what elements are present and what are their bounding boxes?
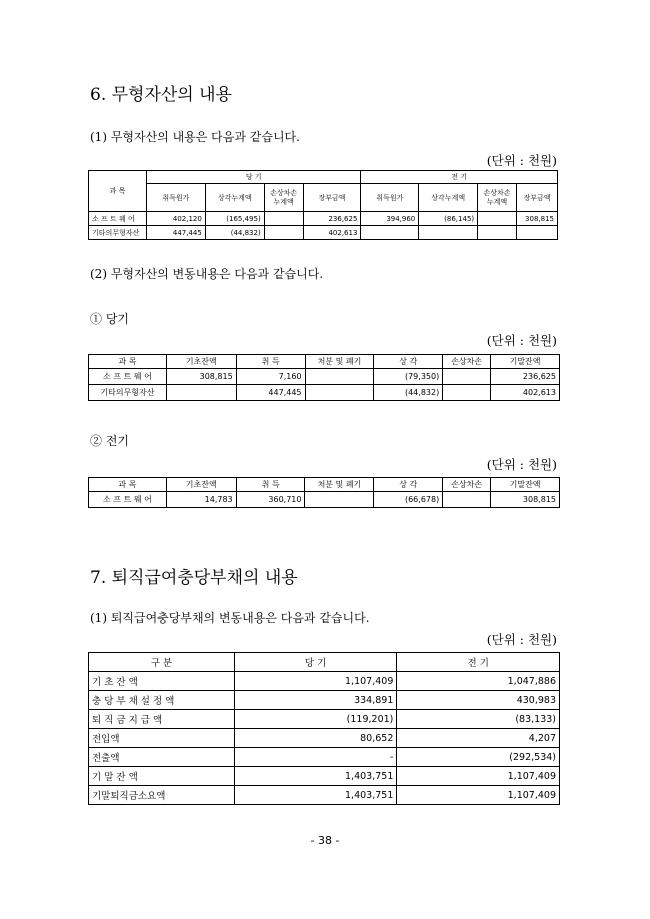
section-7-sub1: (1) 퇴직급여충당부채의 변동내용은 다음과 같습니다. bbox=[90, 611, 370, 625]
table-cell bbox=[264, 212, 303, 226]
table-header-row bbox=[89, 355, 560, 369]
table-cell bbox=[264, 226, 303, 240]
table-cell: 402,120 bbox=[146, 212, 205, 226]
table-cell: (165,495) bbox=[205, 212, 264, 226]
table-cell bbox=[361, 226, 419, 240]
col-header: 손상차손누계액 bbox=[264, 184, 303, 212]
table-cell bbox=[305, 492, 374, 508]
table-cell: (66,678) bbox=[374, 492, 443, 508]
table-cell: 14,783 bbox=[166, 492, 236, 508]
table-row bbox=[89, 212, 558, 226]
unit-label-3: (단위 : 천원) bbox=[486, 457, 557, 472]
table-cell: (83,133) bbox=[397, 710, 560, 729]
table-row bbox=[89, 767, 560, 786]
table-header-row bbox=[89, 653, 560, 672]
col-header: 기말잔액 bbox=[491, 478, 560, 492]
col-header: 취 득 bbox=[236, 355, 305, 369]
col-header: 기초잔액 bbox=[166, 355, 236, 369]
col-header: 과 목 bbox=[89, 478, 167, 492]
table-cell: 1,403,751 bbox=[234, 767, 397, 786]
table-row bbox=[89, 691, 560, 710]
unit-label-1: (단위 : 천원) bbox=[486, 153, 557, 168]
col-item-header: 과 목 bbox=[89, 171, 147, 212]
col-header: 상 각 bbox=[374, 478, 443, 492]
row-label: 소 프 트 웨 어 bbox=[89, 369, 167, 385]
table-cell: 1,107,409 bbox=[397, 786, 560, 805]
table-cell: 402,613 bbox=[491, 385, 560, 401]
table-header-row bbox=[89, 478, 560, 492]
table-cell: 1,107,409 bbox=[234, 672, 397, 691]
row-label: 퇴 직 금 지 급 액 bbox=[89, 710, 235, 729]
group-current-header: 당 기 bbox=[146, 171, 360, 184]
row-label: 기타의무형자산 bbox=[89, 226, 147, 240]
table-row bbox=[89, 748, 560, 767]
table-cell bbox=[166, 385, 236, 401]
table-cell: - bbox=[234, 748, 397, 767]
table-row bbox=[89, 710, 560, 729]
table-cell: 360,710 bbox=[236, 492, 305, 508]
table-cell: 7,160 bbox=[236, 369, 305, 385]
col-header: 상각누계액 bbox=[205, 184, 264, 212]
table-cell bbox=[443, 369, 491, 385]
table-cell: 308,815 bbox=[491, 492, 560, 508]
retirement-provision-table bbox=[88, 652, 560, 805]
table-cell bbox=[305, 369, 374, 385]
table-cell: (292,534) bbox=[397, 748, 560, 767]
table-cell: (86,145) bbox=[419, 212, 478, 226]
section-7-title: 7. 퇴직급여충당부채의 내용 bbox=[90, 568, 298, 588]
table-cell bbox=[443, 492, 491, 508]
table-cell: 80,652 bbox=[234, 729, 397, 748]
intangible-movement-current-table bbox=[88, 354, 560, 401]
table-cell: 4,207 bbox=[397, 729, 560, 748]
col-header: 손상차손누계액 bbox=[478, 184, 517, 212]
section-6-sub1: (1) 무형자산의 내용은 다음과 같습니다. bbox=[90, 130, 300, 144]
table-cell: 394,960 bbox=[361, 212, 419, 226]
col-header: 기말잔액 bbox=[491, 355, 560, 369]
table-row bbox=[89, 226, 558, 240]
table-cell: 447,445 bbox=[146, 226, 205, 240]
col-header: 상 각 bbox=[374, 355, 443, 369]
table-cell bbox=[305, 385, 374, 401]
table-cell bbox=[443, 385, 491, 401]
table-cell: 1,403,751 bbox=[234, 786, 397, 805]
table-cell: 402,613 bbox=[303, 226, 361, 240]
table-row bbox=[89, 672, 560, 691]
row-label: 기말퇴직금소요액 bbox=[89, 786, 235, 805]
col-header: 처분 및 폐기 bbox=[305, 355, 374, 369]
col-header: 기초잔액 bbox=[166, 478, 236, 492]
col-header: 당 기 bbox=[234, 653, 397, 672]
unit-label-4: (단위 : 천원) bbox=[486, 632, 557, 647]
col-header: 처분 및 폐기 bbox=[305, 478, 374, 492]
row-label: 전입액 bbox=[89, 729, 235, 748]
col-header: 전 기 bbox=[397, 653, 560, 672]
col-header: 손상차손 bbox=[443, 355, 491, 369]
table-cell: 308,815 bbox=[516, 212, 557, 226]
col-header: 장부금액 bbox=[303, 184, 361, 212]
row-label: 충 당 부 채 설 정 액 bbox=[89, 691, 235, 710]
table-row bbox=[89, 369, 560, 385]
table-cell: (119,201) bbox=[234, 710, 397, 729]
table-cell bbox=[478, 212, 517, 226]
table-cell bbox=[419, 226, 478, 240]
table-cell: 236,625 bbox=[303, 212, 361, 226]
table-cell: 447,445 bbox=[236, 385, 305, 401]
col-header: 구 분 bbox=[89, 653, 235, 672]
col-header: 손상차손 bbox=[443, 478, 491, 492]
section-6-sub2: (2) 무형자산의 변동내용은 다음과 같습니다. bbox=[90, 267, 324, 281]
table-cell bbox=[516, 226, 557, 240]
row-label: 전출액 bbox=[89, 748, 235, 767]
table-cell: 308,815 bbox=[166, 369, 236, 385]
prior-period-label: ② 전기 bbox=[90, 434, 129, 448]
table-header-row bbox=[89, 184, 558, 212]
group-prior-header: 전 기 bbox=[361, 171, 558, 184]
table-cell: (44,832) bbox=[374, 385, 443, 401]
row-label: 기타의무형자산 bbox=[89, 385, 167, 401]
page-number: - 38 - bbox=[310, 834, 340, 847]
table-cell: 1,107,409 bbox=[397, 767, 560, 786]
table-cell bbox=[478, 226, 517, 240]
table-row bbox=[89, 786, 560, 805]
intangible-movement-prior-table bbox=[88, 477, 560, 508]
col-header: 취득원가 bbox=[146, 184, 205, 212]
table-row bbox=[89, 492, 560, 508]
table-cell: 334,891 bbox=[234, 691, 397, 710]
table-cell: 236,625 bbox=[491, 369, 560, 385]
col-header: 취 득 bbox=[236, 478, 305, 492]
col-header: 장부금액 bbox=[516, 184, 557, 212]
section-6-title: 6. 무형자산의 내용 bbox=[90, 85, 232, 105]
col-header: 취득원가 bbox=[361, 184, 419, 212]
table-row bbox=[89, 729, 560, 748]
table-cell: 430,983 bbox=[397, 691, 560, 710]
current-period-label: ① 당기 bbox=[90, 312, 129, 326]
col-header: 과 목 bbox=[89, 355, 167, 369]
table-header-row bbox=[89, 171, 558, 184]
row-label: 기 초 잔 액 bbox=[89, 672, 235, 691]
row-label: 기 말 잔 액 bbox=[89, 767, 235, 786]
intangible-summary-table bbox=[88, 170, 558, 240]
row-label: 소 프 트 웨 어 bbox=[89, 492, 167, 508]
table-row bbox=[89, 385, 560, 401]
unit-label-2: (단위 : 천원) bbox=[486, 333, 557, 348]
col-header: 상각누계액 bbox=[419, 184, 478, 212]
row-label: 소 프 트 웨 어 bbox=[89, 212, 147, 226]
table-cell: (79,350) bbox=[374, 369, 443, 385]
table-cell: 1,047,886 bbox=[397, 672, 560, 691]
table-cell: (44,832) bbox=[205, 226, 264, 240]
